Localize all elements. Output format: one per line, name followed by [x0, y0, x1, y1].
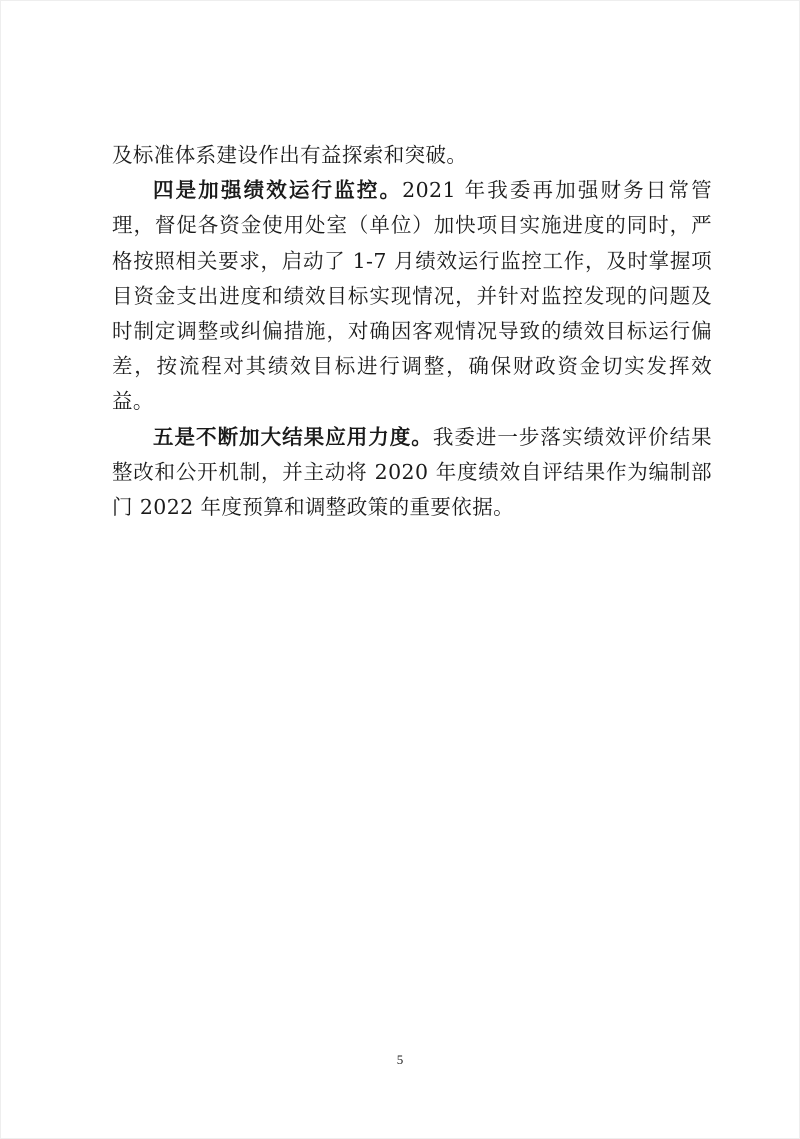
paragraph-text: 我委进一步落实绩效评价结果整改和公开机制，并主动将 2020 年度绩效自评结果作为编制部门 2022 年度预算和调整政策的重要依据。	[112, 424, 712, 520]
paragraph-performance-monitoring	[112, 173, 712, 419]
paragraph-text: 及标准体系建设作出有益探索和突破。	[112, 143, 468, 167]
paragraph-continuation	[112, 138, 712, 173]
paragraph-lead: 四是加强绩效运行监控。	[153, 178, 403, 203]
page-number: 5	[396, 1052, 404, 1067]
document-body	[112, 138, 712, 525]
paragraph-text: 2021 年我委再加强财务日常管理，督促各资金使用处室（单位）加快项目实施进度的同时，严格按照相关要求，启动了 1-7 月绩效运行监控工作，及时掌握项目资金支出进度和绩效目标实现情况，并针对监控发现的问题及时制定调整或纠偏措施，对确因客观情况导致的绩效目标运行偏差，按流程对其绩效目标进行调整，确保财政资金切实发挥效益。	[112, 178, 712, 414]
paragraph-result-application	[112, 420, 712, 526]
paragraph-lead: 五是不断加大结果应用力度。	[153, 424, 433, 449]
